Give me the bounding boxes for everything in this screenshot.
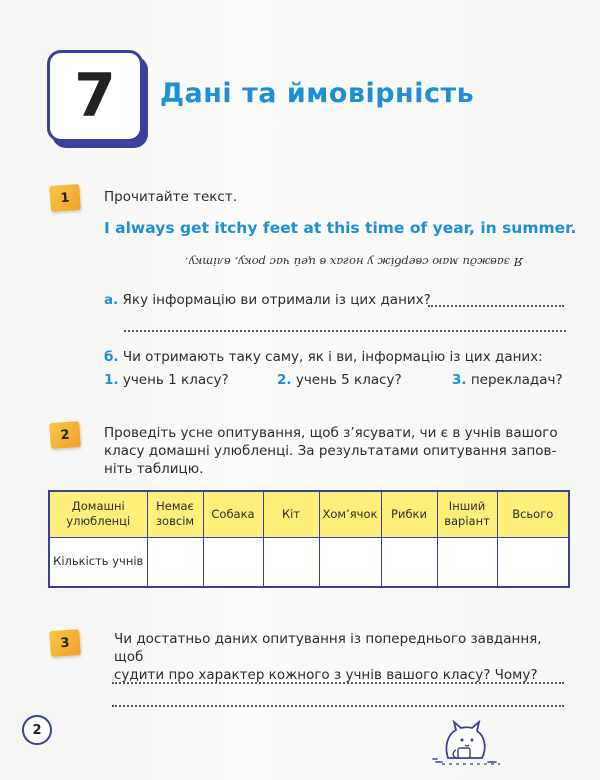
chapter-number-box bbox=[47, 50, 143, 142]
table-header-cell: Рибки bbox=[381, 491, 437, 537]
empty-cell[interactable] bbox=[497, 537, 569, 587]
answer-line[interactable] bbox=[428, 305, 564, 307]
question-b-letter: б. bbox=[104, 349, 119, 365]
row-label: Кількість учнів bbox=[49, 537, 147, 587]
table-header-cell: Інший варіант bbox=[437, 491, 497, 537]
question-a bbox=[104, 291, 431, 309]
task-badge-3: 3 bbox=[49, 629, 81, 657]
empty-cell[interactable] bbox=[437, 537, 497, 587]
task-badge-1: 1 bbox=[49, 184, 81, 212]
empty-cell[interactable] bbox=[147, 537, 203, 587]
task-badge-2: 2 bbox=[49, 421, 81, 449]
table-header-cell: Немає зовсім bbox=[147, 491, 203, 537]
cat-doodle-icon bbox=[430, 718, 510, 768]
option-1: 1. учень 1 класу? bbox=[104, 372, 229, 388]
task2-text: Проведіть усне опитування, щоб з’ясувати, чи є в учнів вашого класу домашні улюбленці. За результатами опитування запов- ніть таблицю. bbox=[104, 425, 558, 478]
table-header-cell: Хом’ячок bbox=[319, 491, 381, 537]
table-row bbox=[49, 537, 569, 587]
chapter-number: 7 bbox=[74, 61, 116, 131]
empty-cell[interactable] bbox=[263, 537, 319, 587]
chapter-title: Дані та ймовірність bbox=[160, 78, 475, 109]
table-header-row bbox=[49, 491, 569, 537]
empty-cell[interactable] bbox=[381, 537, 437, 587]
question-a-text: Яку інформацію ви отримали із цих даних? bbox=[122, 292, 431, 308]
task3-text: Чи достатньо даних опитування із попереднього завдання, щоб судити про характер кожного з учнів вашого класу? Чому? bbox=[114, 631, 542, 684]
table-header-cell: Домашні улюбленці bbox=[49, 491, 147, 537]
table-header-cell: Кіт bbox=[263, 491, 319, 537]
english-text: I always get itchy feet at this time of year, in summer. bbox=[104, 219, 577, 237]
empty-cell[interactable] bbox=[319, 537, 381, 587]
empty-cell[interactable] bbox=[203, 537, 263, 587]
answer-line[interactable] bbox=[112, 682, 564, 684]
task1-instruction: Прочитайте текст. bbox=[104, 189, 238, 205]
option-3: 3. перекладач? bbox=[452, 372, 563, 388]
answer-line[interactable] bbox=[124, 330, 566, 332]
table-header-cell: Собака bbox=[203, 491, 263, 537]
question-b-text: Чи отримають таку саму, як і ви, інформацію із цих даних: bbox=[122, 349, 543, 365]
answer-line[interactable] bbox=[112, 705, 564, 707]
pets-survey-table bbox=[48, 490, 570, 588]
option-2: 2. учень 5 класу? bbox=[277, 372, 402, 388]
page-number: 2 bbox=[22, 715, 52, 745]
table-header-cell: Всього bbox=[497, 491, 569, 537]
question-a-letter: а. bbox=[104, 292, 119, 308]
question-b bbox=[104, 348, 543, 366]
mirrored-text: Я завжди маю свербіж у ногах в цей час року, влітку. bbox=[185, 255, 523, 269]
